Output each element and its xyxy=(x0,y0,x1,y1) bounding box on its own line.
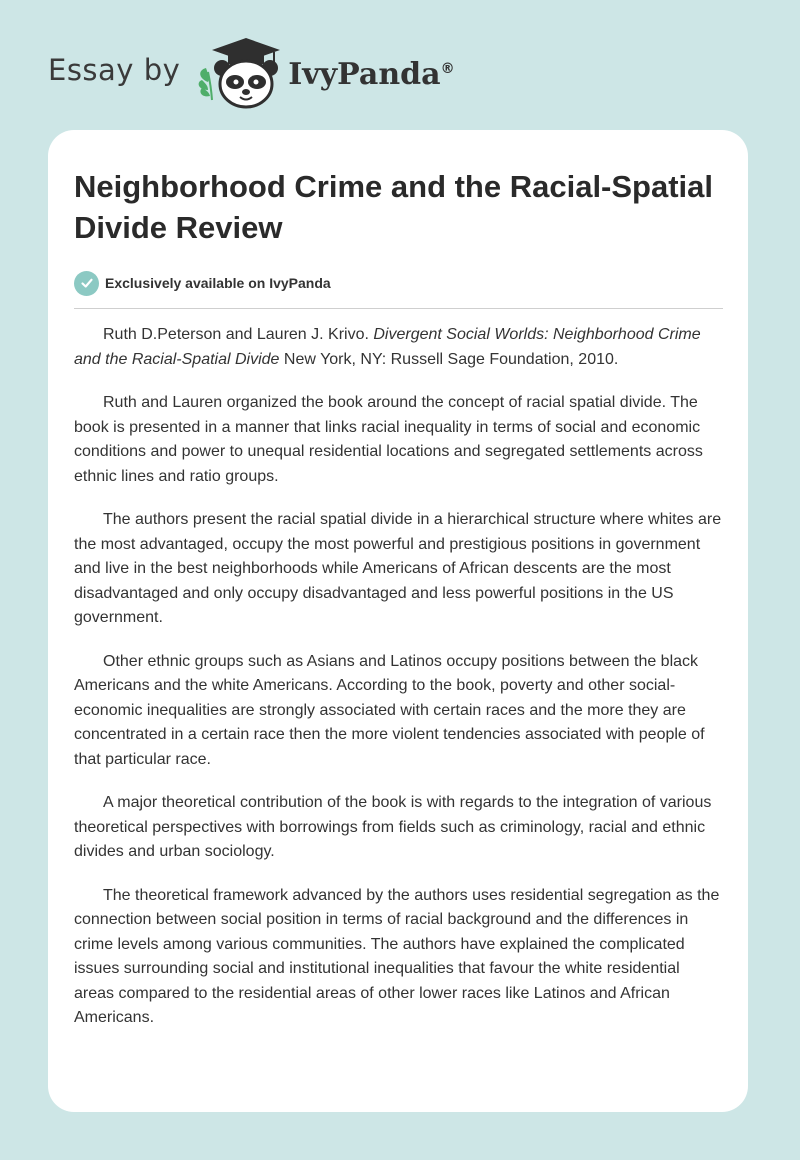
exclusive-label: Exclusively available on IvyPanda xyxy=(105,275,331,291)
essay-card xyxy=(48,130,748,1112)
check-icon xyxy=(74,271,99,296)
registered-mark: ® xyxy=(440,60,455,77)
citation-publisher: New York, NY: Russell Sage Foundation, 2010. xyxy=(279,350,619,368)
brand-name[interactable] xyxy=(288,57,454,92)
body-paragraph: Other ethnic groups such as Asians and Latinos occupy positions between the black Americans and the white Americans. According to the book, poverty and other social-economic inequalities are strongly associated with certain races and the more they are concentrated in a certain race then the more violent tendencies associated with people of that particular race. xyxy=(74,652,705,768)
essay-by-label: Essay by xyxy=(48,53,181,87)
essay-body xyxy=(74,323,724,1031)
exclusive-badge xyxy=(74,270,722,296)
body-paragraph: A major theoretical contribution of the book is with regards to the integration of various theoretical perspectives with borrowings from fields such as criminology, racial and ethnic divides and urban sociology. xyxy=(74,794,712,860)
citation-book-title: Divergent Social Worlds: Neighborhood Crime and the Racial-Spatial Divide xyxy=(74,326,701,368)
body-paragraph: The theoretical framework advanced by the authors uses residential segregation as the connection between social position in terms of racial background and the differences in crime levels among various communities. The authors have explained the complicated issues surrounding social and institutional inequalities that favour the white residential areas compared to the residential areas of other lower races like Latinos and African Americans. xyxy=(74,886,720,1026)
body-paragraph: Ruth and Lauren organized the book around the concept of racial spatial divide. The book is presented in a manner that links racial inequality in terms of social and economic conditions and power to unequal residential locations and segregated settlements across ethnic lines and ratio groups. xyxy=(74,394,703,485)
panda-graduate-icon[interactable] xyxy=(194,34,286,110)
citation-paragraph xyxy=(74,323,724,372)
brand-name-text: IvyPanda xyxy=(288,56,441,92)
body-paragraph: The authors present the racial spatial divide in a hierarchical structure where whites are the most advantaged, occupy the most powerful and prestigious positions in government and live in the best neighborhoods while Americans of African descents are the most disadvantaged and only occupy disadvantaged and less powerful positions in the US government. xyxy=(74,511,722,626)
divider xyxy=(74,308,723,309)
site-header xyxy=(48,34,608,110)
page-title: Neighborhood Crime and the Racial-Spatial Divide Review xyxy=(74,169,714,245)
citation-authors: Ruth D.Peterson and Lauren J. Krivo. xyxy=(103,326,374,343)
